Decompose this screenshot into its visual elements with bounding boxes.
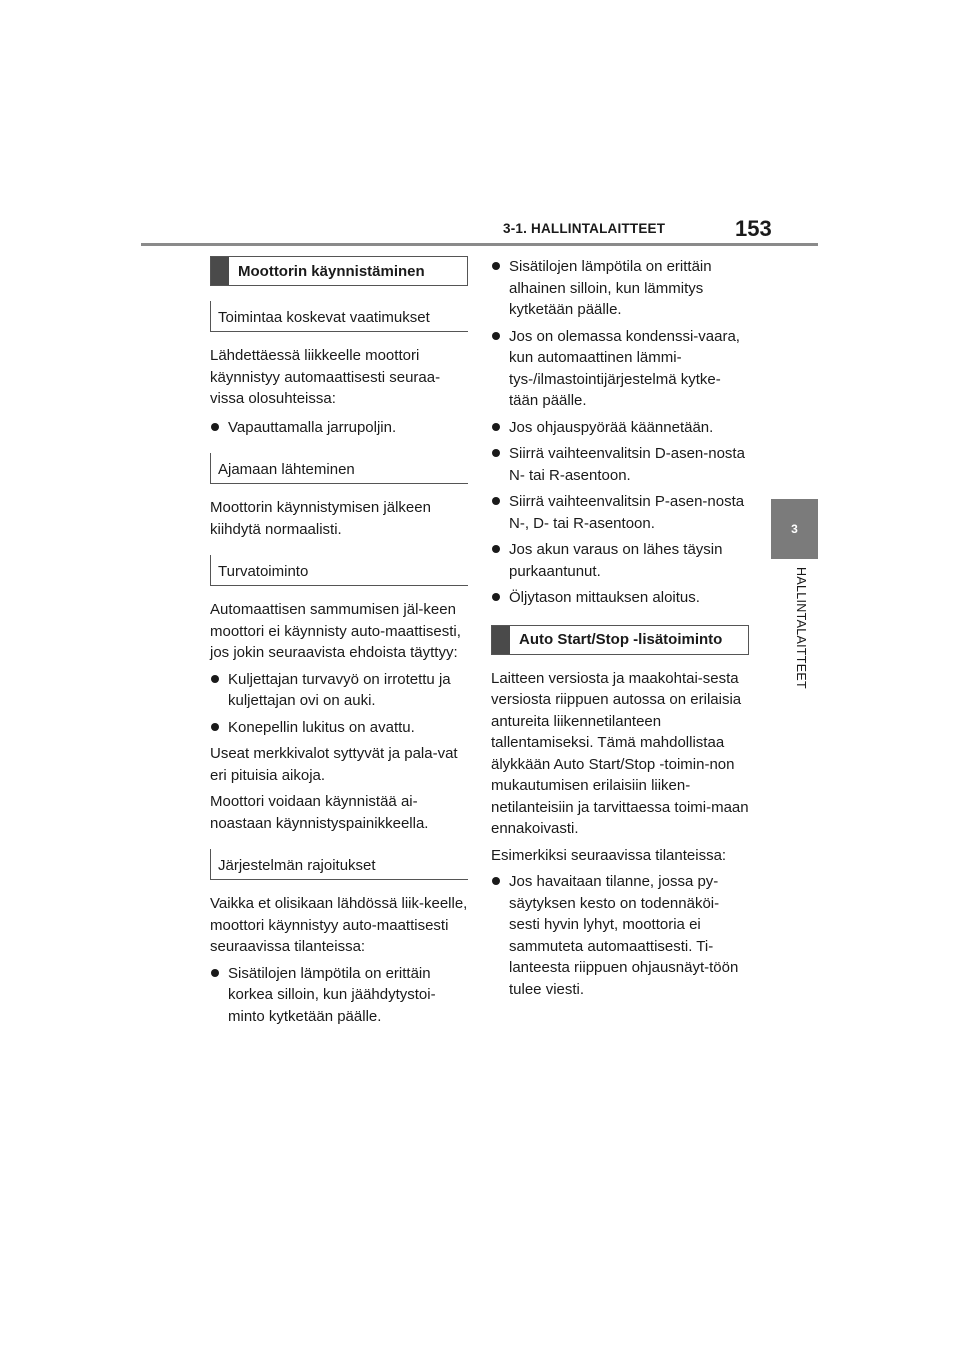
bullet-item: Konepellin lukitus on avattu. [210,717,468,739]
bullet-item: Jos ohjauspyörää käännetään. [491,417,749,439]
subheading-driving-off: Ajamaan lähteminen [210,453,468,484]
section-heading: Moottorin käynnistäminen [238,262,425,280]
header-section-title: 3-1. HALLINTALAITTEET [503,221,666,236]
paragraph: Laitteen versiosta ja maakohtai-sesta versiosta riippuen autossa on erilaisia antureita liikennetilanteen tallentamiseksi. Tämä mahdollistaa älykkään Auto Start/Stop -toimin-non mukautumisen erilaisiin liiken-netilanteisiin ja tarvittaessa toimi-maan ennakoivasti. [491,669,749,837]
bullet-item: Jos on olemassa kondenssi-vaara, kun automaattinen lämmi-tys-/ilmastointijärjestelmä kytke-tään päälle. [491,326,749,412]
page-number: 153 [735,216,772,241]
bullet-item: Jos havaitaan tilanne, jossa py-säytyksen kesto on todennäköi-sesti hyvin lyhyt, moottoria ei sammuteta automaattisesti. Ti-lanteesta riippuen ohjausnäyt-töön tulee viesti. [491,871,749,1000]
bullet-item: Sisätilojen lämpötila on erittäin korkea silloin, kun jäähdytystoi-minto kytketään päälle. [210,963,468,1028]
right-column [491,256,749,1000]
section-heading-bar [492,626,510,654]
paragraph: Useat merkkivalot syttyvät ja pala-vat eri pituisia aikoja. [210,745,458,784]
section-heading-box [210,256,468,286]
chapter-number: 3 [791,522,798,536]
bullet-item: Öljytason mittauksen aloitus. [491,587,749,609]
chapter-label: HALLINTALAITTEET [794,567,808,689]
paragraph: Vaikka et olisikaan lähdössä liik-keelle, moottori käynnistyy auto-maattisesti seuraavissa tilanteissa: [210,895,468,955]
bullet-item: Kuljettajan turvavyö on irrotettu ja kuljettajan ovi on auki. [210,669,468,712]
bullet-item: Jos akun varaus on lähes täysin purkaantunut. [491,539,749,582]
subheading-requirements: Toimintaa koskevat vaatimukset [210,301,468,332]
chapter-tab [771,499,818,559]
paragraph: Moottori voidaan käynnistää ai-noastaan käynnistyspainikkeella. [210,793,429,832]
bullet-item: Siirrä vaihteenvalitsin P-asen-nosta N-, D- tai R-asentoon. [491,491,749,534]
section-heading: Auto Start/Stop -lisätoiminto [519,631,723,648]
section-heading-bar [211,257,229,285]
bullet-item: Sisätilojen lämpötila on erittäin alhainen silloin, kun lämmitys kytketään päälle. [491,256,749,321]
section-heading-box [491,625,749,655]
paragraph: Lähdettäessä liikkeelle moottori käynnistyy automaattisesti seuraa-vissa olosuhteissa: [210,347,441,407]
paragraph: Automaattisen sammumisen jäl-keen moottori ei käynnisty auto-maattisesti, jos jokin seuraavista ehdoista täyttyy: [210,601,461,661]
left-column [210,256,468,1027]
subheading-system-limits: Järjestelmän rajoitukset [210,849,468,880]
paragraph: Esimerkiksi seuraavissa tilanteissa: [491,846,727,864]
header-rule [141,243,818,246]
bullet-item: Siirrä vaihteenvalitsin D-asen-nosta N- tai R-asentoon. [491,443,749,486]
bullet-item: Vapauttamalla jarrupoljin. [210,417,468,439]
paragraph: Moottorin käynnistymisen jälkeen kiihdytä normaalisti. [210,499,431,538]
subheading-safety-function: Turvatoiminto [210,555,468,586]
